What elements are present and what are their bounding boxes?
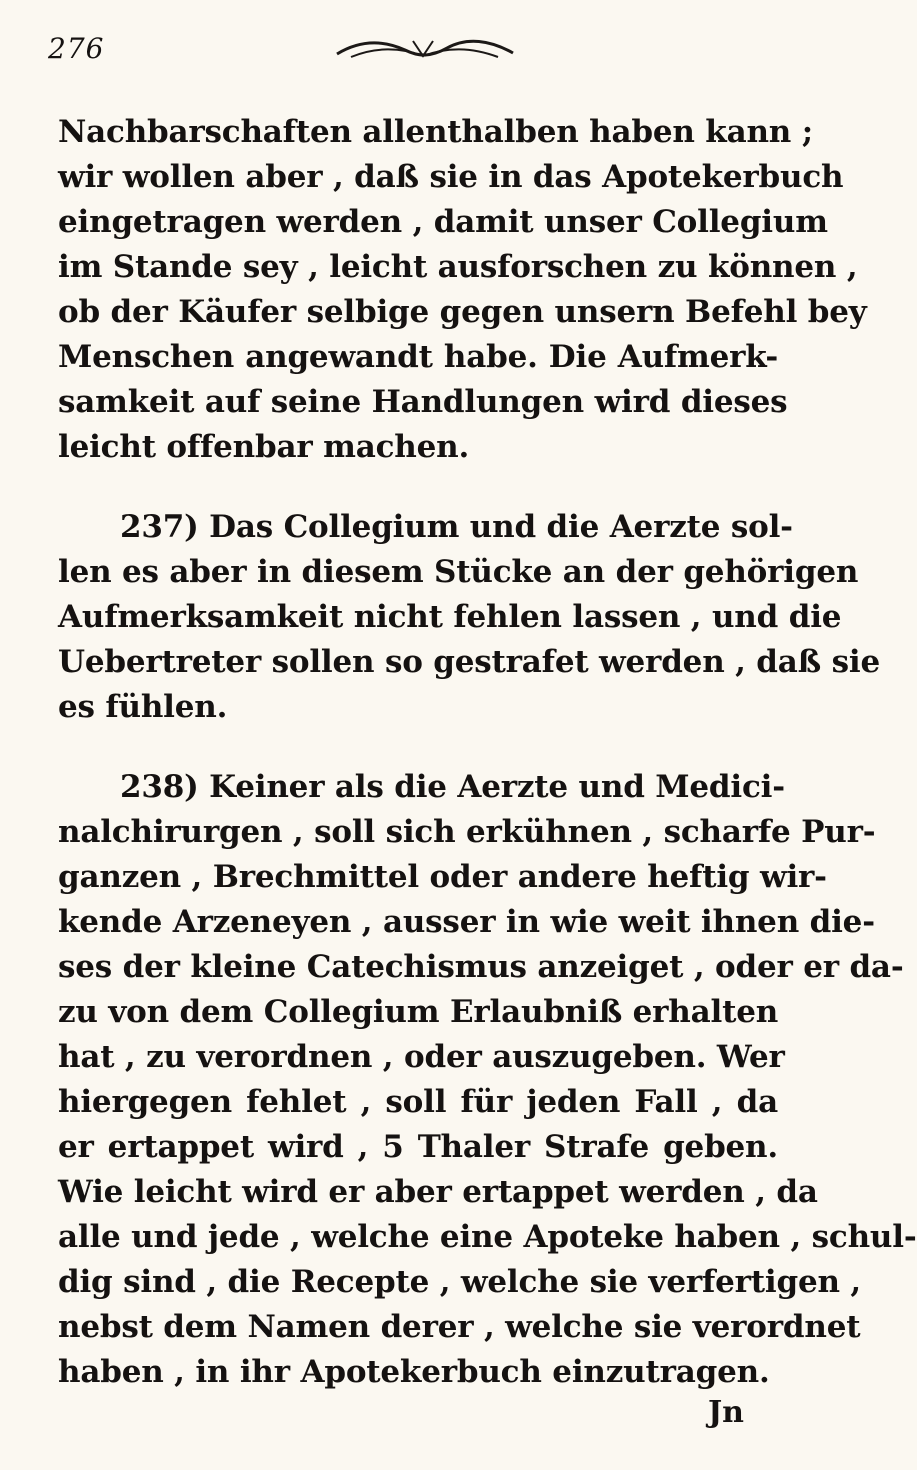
paragraph-237 — [58, 505, 880, 730]
text-line: samkeit auf seine Handlungen wird dieses — [58, 384, 788, 420]
text-line: alle und jede , welche eine Apoteke haben , schul- — [58, 1219, 917, 1255]
paragraph-continuation — [58, 110, 867, 470]
paragraph-238 — [58, 765, 917, 1395]
text-line: kende Arzeneyen , ausser in wie weit ihnen die- — [58, 904, 875, 940]
text-line: eingetragen werden , damit unser Collegium — [58, 204, 828, 240]
text-line: hat , zu verordnen , oder auszugeben. Wer — [58, 1039, 785, 1075]
page-number: 276 — [48, 32, 105, 65]
text-line: Nachbarschaften allenthalben haben kann ; — [58, 114, 813, 150]
text-line: im Stande sey , leicht ausforschen zu können , — [58, 249, 858, 285]
document-body — [58, 110, 917, 1395]
paragraph-gap — [58, 470, 778, 505]
header-ornament — [335, 36, 515, 62]
text-line: nalchirurgen , soll sich erkühnen , scharfe Pur- — [58, 814, 876, 850]
text-line: ob der Käufer selbige gegen unsern Befehl bey — [58, 294, 867, 330]
text-line: len es aber in diesem Stücke an der gehörigen — [58, 554, 859, 590]
text-line: Aufmerksamkeit nicht fehlen lassen , und die — [58, 599, 842, 635]
text-line: ses der kleine Catechismus anzeiget , oder er da- — [58, 949, 904, 985]
text-line: haben , in ihr Apotekerbuch einzutragen. — [58, 1354, 770, 1390]
text-line: er ertappet wird , 5 Thaler Strafe geben. — [58, 1129, 778, 1165]
text-line: es fühlen. — [58, 689, 228, 725]
text-line: Wie leicht wird er aber ertappet werden , da — [58, 1174, 818, 1210]
text-line: hiergegen fehlet , soll für jeden Fall , da — [58, 1084, 778, 1120]
text-line: leicht offenbar machen. — [58, 429, 470, 465]
catchword: Jn — [707, 1395, 744, 1430]
text-line: ganzen , Brechmittel oder andere heftig wir- — [58, 859, 827, 895]
text-line: Menschen angewandt habe. Die Aufmerk- — [58, 339, 778, 375]
text-line: 237) Das Collegium und die Aerzte sol- — [120, 509, 793, 545]
text-line: nebst dem Namen derer , welche sie verordnet — [58, 1309, 861, 1345]
text-line: Uebertreter sollen so gestrafet werden , daß sie — [58, 644, 880, 680]
text-line: wir wollen aber , daß sie in das Apotekerbuch — [58, 159, 844, 195]
text-line: zu von dem Collegium Erlaubniß erhalten — [58, 994, 779, 1030]
text-line: 238) Keiner als die Aerzte und Medici- — [120, 769, 785, 805]
text-line: dig sind , die Recepte , welche sie verfertigen , — [58, 1264, 862, 1300]
paragraph-gap — [58, 730, 778, 765]
